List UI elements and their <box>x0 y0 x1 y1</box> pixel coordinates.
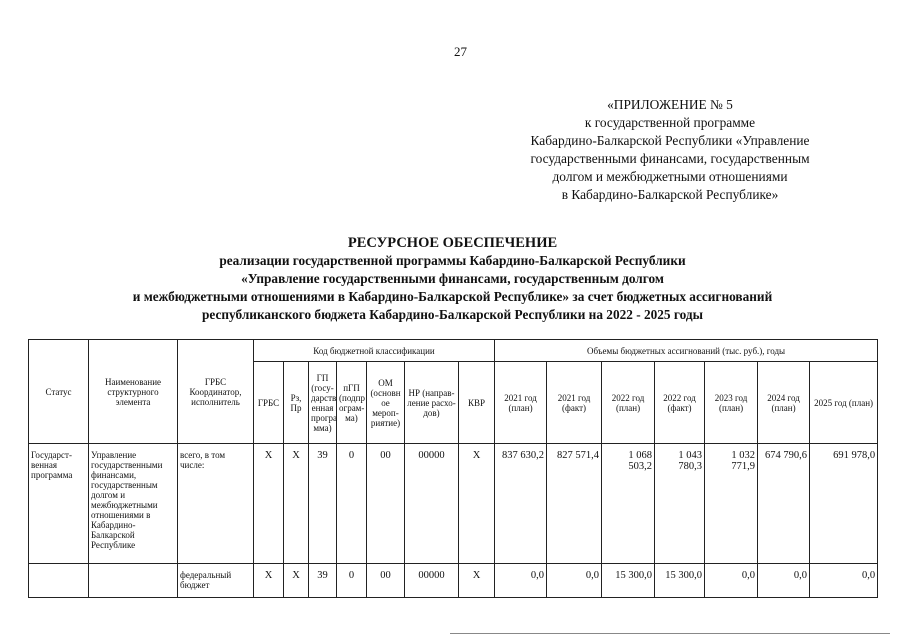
table-row <box>29 444 878 564</box>
cell-value: 837 630,2 <box>495 444 547 564</box>
cell-value: 15 300,0 <box>655 564 705 598</box>
cell-om: 00 <box>367 444 405 564</box>
resource-table <box>28 339 878 598</box>
cell-executor: федеральный бюджет <box>178 564 254 598</box>
cell-kvr: Х <box>459 564 495 598</box>
cell-value: 1 068 503,2 <box>602 444 655 564</box>
header-code-group: Код бюджетной классификации <box>254 340 495 362</box>
title-line: «Управление государственными финансами, государственным долгом <box>241 271 664 286</box>
header-pgp: пГП (подпр ограм-ма) <box>337 362 367 444</box>
cell-value: 0,0 <box>810 564 878 598</box>
title-line: реализации государственной программы Кабардино-Балкарской Республики <box>219 253 686 268</box>
header-year: 2022 год (факт) <box>655 362 705 444</box>
cell-grbs: Х <box>254 444 284 564</box>
header-year: 2021 год (факт) <box>547 362 602 444</box>
cell-rz-pr: Х <box>284 444 309 564</box>
header-year: 2021 год (план) <box>495 362 547 444</box>
title-main: РЕСУРСНОЕ ОБЕСПЕЧЕНИЕ <box>347 235 558 251</box>
cell-value: 0,0 <box>758 564 810 598</box>
header-om: ОМ (основн ое мероп-риятие) <box>367 362 405 444</box>
document-title <box>40 234 865 324</box>
header-volume-group: Объемы бюджетных ассигнований (тыс. руб.), годы <box>495 340 878 362</box>
cell-value: 0,0 <box>547 564 602 598</box>
header-year: 2023 год (план) <box>705 362 758 444</box>
cell-pgp: 0 <box>337 564 367 598</box>
cell-nr: 00000 <box>405 444 459 564</box>
header-status: Статус <box>29 340 89 444</box>
title-line: республиканского бюджета Кабардино-Балкарской Республики на 2022 - 2025 годы <box>202 307 703 322</box>
cell-executor: всего, в том числе: <box>178 444 254 564</box>
header-year: 2024 год (план) <box>758 362 810 444</box>
appendix-line: Кабардино-Балкарской Республики «Управление <box>530 133 810 148</box>
header-row-group <box>29 340 878 362</box>
cell-value: 0,0 <box>495 564 547 598</box>
cell-rz-pr: Х <box>284 564 309 598</box>
cell-value: 0,0 <box>705 564 758 598</box>
page-number: 27 <box>454 44 467 59</box>
cell-status: Государст-венная программа <box>29 444 89 564</box>
header-gp: ГП (госу-дарств енная програ мма) <box>309 362 337 444</box>
header-year: 2025 год (план) <box>810 362 878 444</box>
cell-om: 00 <box>367 564 405 598</box>
title-line: и межбюджетными отношениями в Кабардино-Балкарской Республике» за счет бюджетных ассигнований <box>132 289 773 304</box>
cell-value: 674 790,6 <box>758 444 810 564</box>
appendix-line: государственными финансами, государственным <box>530 151 810 166</box>
cell-value: 827 571,4 <box>547 444 602 564</box>
cell-pgp: 0 <box>337 444 367 564</box>
cell-status <box>29 564 89 598</box>
header-element: Наименование структурного элемента <box>89 340 178 444</box>
table-row <box>29 564 878 598</box>
cell-kvr: Х <box>459 444 495 564</box>
header-kvr: КВР <box>459 362 495 444</box>
appendix-line: «ПРИЛОЖЕНИЕ № 5 <box>607 97 733 112</box>
cell-grbs: Х <box>254 564 284 598</box>
cell-value: 691 978,0 <box>810 444 878 564</box>
cell-value: 1 043 780,3 <box>655 444 705 564</box>
appendix-line: долгом и межбюджетными отношениями <box>552 169 788 184</box>
cell-gp: 39 <box>309 564 337 598</box>
cell-value: 1 032 771,9 <box>705 444 758 564</box>
cell-element <box>89 564 178 598</box>
cell-value: 15 300,0 <box>602 564 655 598</box>
appendix-line: к государственной программе <box>584 115 756 130</box>
header-nr: НР (направ-ление расхо-дов) <box>405 362 459 444</box>
bottom-divider <box>450 633 890 634</box>
header-rz-pr: Рз, Пр <box>284 362 309 444</box>
header-grbs: ГРБС <box>254 362 284 444</box>
cell-nr: 00000 <box>405 564 459 598</box>
cell-gp: 39 <box>309 444 337 564</box>
appendix-line: в Кабардино-Балкарской Республике» <box>561 187 779 202</box>
header-executor: ГРБС Координатор, исполнитель <box>178 340 254 444</box>
cell-element: Управление государственными финансами, государственным долгом и межбюджетными отношениями в Кабардино-Балкарской Республике <box>89 444 178 564</box>
header-year: 2022 год (план) <box>602 362 655 444</box>
appendix-block <box>500 96 840 204</box>
